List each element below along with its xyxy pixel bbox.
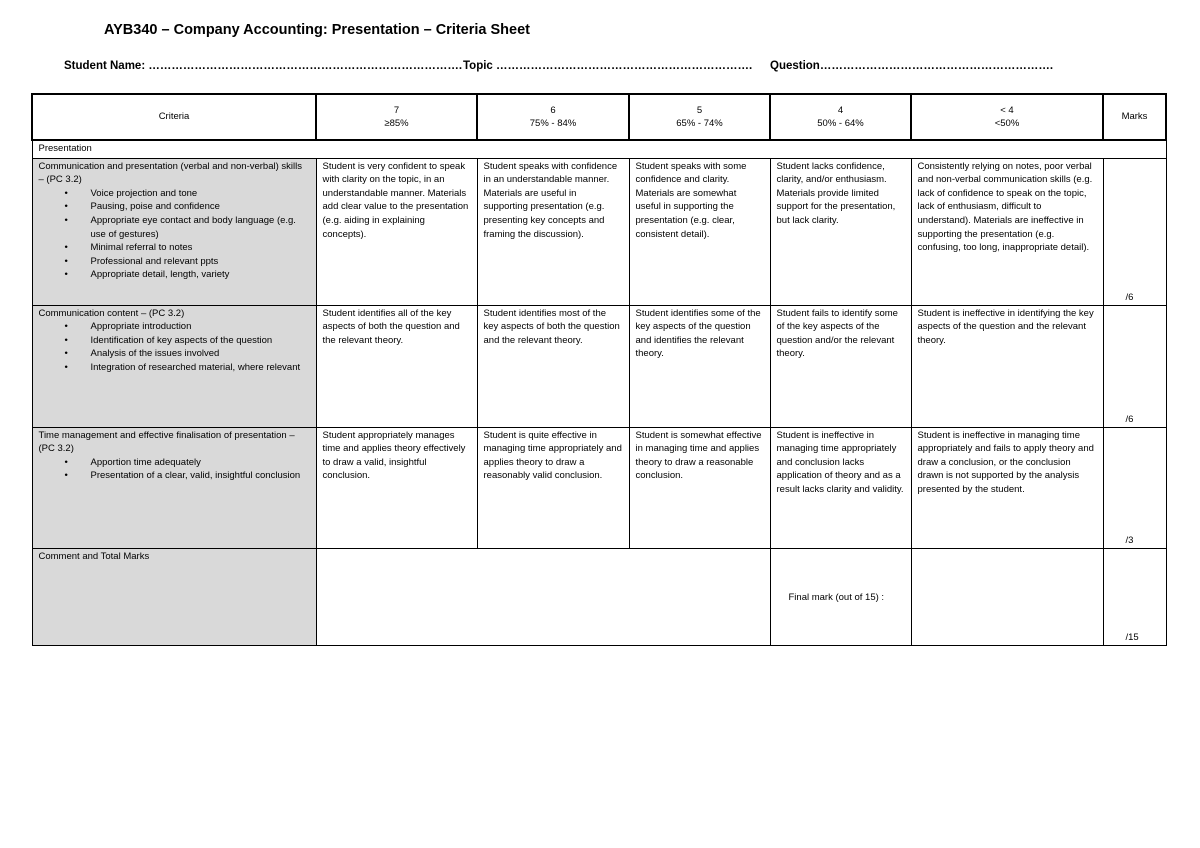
criterion-bullets: [39, 320, 310, 374]
descriptor-cell: Consistently relying on notes, poor verbal and non-verbal communication skills (e.g. lack of confidence to speak on the topic, lack of enthusiasm, difficult to understand). Materials are ineffective in supporting the presentation (e.g. confusing, too long, inappropriate detail).: [911, 158, 1103, 305]
table-row: [32, 305, 1166, 427]
list-item: • Appropriate eye contact and body language (e.g. use of gestures): [91, 214, 310, 241]
mark-cell[interactable]: [1103, 427, 1166, 548]
descriptor-cell: Student identifies some of the key aspects of the question and identifies the relevant theory.: [629, 305, 770, 427]
descriptor-cell: Student lacks confidence, clarity, and/or enthusiasm. Materials provide limited support for the presentation, but lack clarity.: [770, 158, 911, 305]
student-name-field[interactable]: Student Name: ……………………………………………………………………….: [64, 60, 463, 72]
score-4-header: 4 50% - 64%: [770, 94, 911, 140]
list-item: • Presentation of a clear, valid, insightful conclusion: [91, 469, 310, 483]
list-item: • Analysis of the issues involved: [91, 347, 310, 361]
comment-label: Comment and Total Marks: [32, 548, 316, 645]
final-mark-cell: [770, 548, 911, 645]
mark-value: /6: [1125, 292, 1134, 303]
list-item: • Appropriate detail, length, variety: [91, 268, 310, 282]
total-row: [32, 548, 1166, 645]
criterion-title: Time management and effective finalisation of presentation – (PC 3.2): [38, 429, 295, 455]
descriptor-cell: Student is somewhat effective in managing time and applies theory to draw a reasonable conclusion.: [629, 427, 770, 548]
table-row: [32, 158, 1166, 305]
descriptor-cell: Student is very confident to speak with clarity on the topic, in an understandable manner. Materials add clear value to the presentation (e.g. aiding in explaining concepts).: [316, 158, 477, 305]
section-label: Presentation: [32, 140, 1166, 158]
mark-value: /3: [1125, 535, 1134, 546]
marks-header: Marks: [1103, 94, 1166, 140]
mark-cell[interactable]: [1103, 305, 1166, 427]
criterion-title: Communication content – (PC 3.2): [38, 307, 185, 319]
descriptor-cell: Student speaks with some confidence and clarity. Materials are somewhat useful in supporting the presentation (e.g. clear, consistent detail).: [629, 158, 770, 305]
descriptor-cell: Student is ineffective in managing time appropriately and conclusion lacks application of theory and as a result lacks clarity and validity.: [770, 427, 911, 548]
list-item: • Identification of key aspects of the question: [91, 334, 310, 348]
descriptor-cell: Student speaks with confidence in an understandable manner. Materials are useful in supporting presentation (e.g. presenting key concepts and framing the discussion).: [477, 158, 629, 305]
list-item: • Voice projection and tone: [91, 187, 310, 201]
criteria-table: [31, 93, 1167, 646]
descriptor-cell: Student is quite effective in managing time appropriately and applies theory to draw a reasonably valid conclusion.: [477, 427, 629, 548]
total-mark-value: /15: [1125, 632, 1139, 643]
page-title: AYB340 – Company Accounting: Presentation – Criteria Sheet: [104, 22, 530, 38]
score-below-4-header: < 4 <50%: [911, 94, 1103, 140]
list-item: • Apportion time adequately: [91, 456, 310, 470]
list-item: • Pausing, poise and confidence: [91, 200, 310, 214]
section-row: [32, 140, 1166, 158]
list-item: • Integration of researched material, where relevant: [91, 361, 310, 375]
mark-cell[interactable]: [1103, 158, 1166, 305]
list-item: • Minimal referral to notes: [91, 241, 310, 255]
descriptor-cell: Student appropriately manages time and applies theory effectively to draw a valid, insightful conclusion.: [316, 427, 477, 548]
mark-value: /6: [1125, 414, 1134, 425]
final-mark-label: Final mark (out of 15) :: [788, 591, 885, 603]
total-mark-cell[interactable]: [1103, 548, 1166, 645]
table-row: [32, 427, 1166, 548]
topic-field[interactable]: Topic ………………………………………………………….: [463, 60, 753, 72]
descriptor-cell: Student fails to identify some of the key aspects of the question and/or the relevant theory.: [770, 305, 911, 427]
list-item: • Appropriate introduction: [91, 320, 310, 334]
list-item: • Professional and relevant ppts: [91, 255, 310, 269]
question-field[interactable]: Question…………………………………………………….: [770, 60, 1054, 72]
header-row: [32, 94, 1166, 140]
score-7-header: 7 ≥85%: [316, 94, 477, 140]
descriptor-cell: Student identifies all of the key aspects of both the question and the relevant theory.: [316, 305, 477, 427]
comment-field[interactable]: [316, 548, 770, 645]
descriptor-cell: Student is ineffective in identifying the key aspects of the question and the relevant theory.: [911, 305, 1103, 427]
criteria-header: Criteria: [32, 94, 316, 140]
final-mark-field[interactable]: [911, 548, 1103, 645]
criterion-cell: [32, 158, 316, 305]
criterion-bullets: [39, 456, 310, 483]
score-5-header: 5 65% - 74%: [629, 94, 770, 140]
descriptor-cell: Student identifies most of the key aspects of both the question and the relevant theory.: [477, 305, 629, 427]
criterion-title: Communication and presentation (verbal and non-verbal) skills – (PC 3.2): [38, 160, 302, 186]
criterion-bullets: [39, 187, 310, 282]
descriptor-cell: Student is ineffective in managing time appropriately and fails to apply theory and draw a conclusion, or the conclusion drawn is not supported by the analysis presented by the student.: [911, 427, 1103, 548]
score-6-header: 6 75% - 84%: [477, 94, 629, 140]
criterion-cell: [32, 427, 316, 548]
criterion-cell: [32, 305, 316, 427]
